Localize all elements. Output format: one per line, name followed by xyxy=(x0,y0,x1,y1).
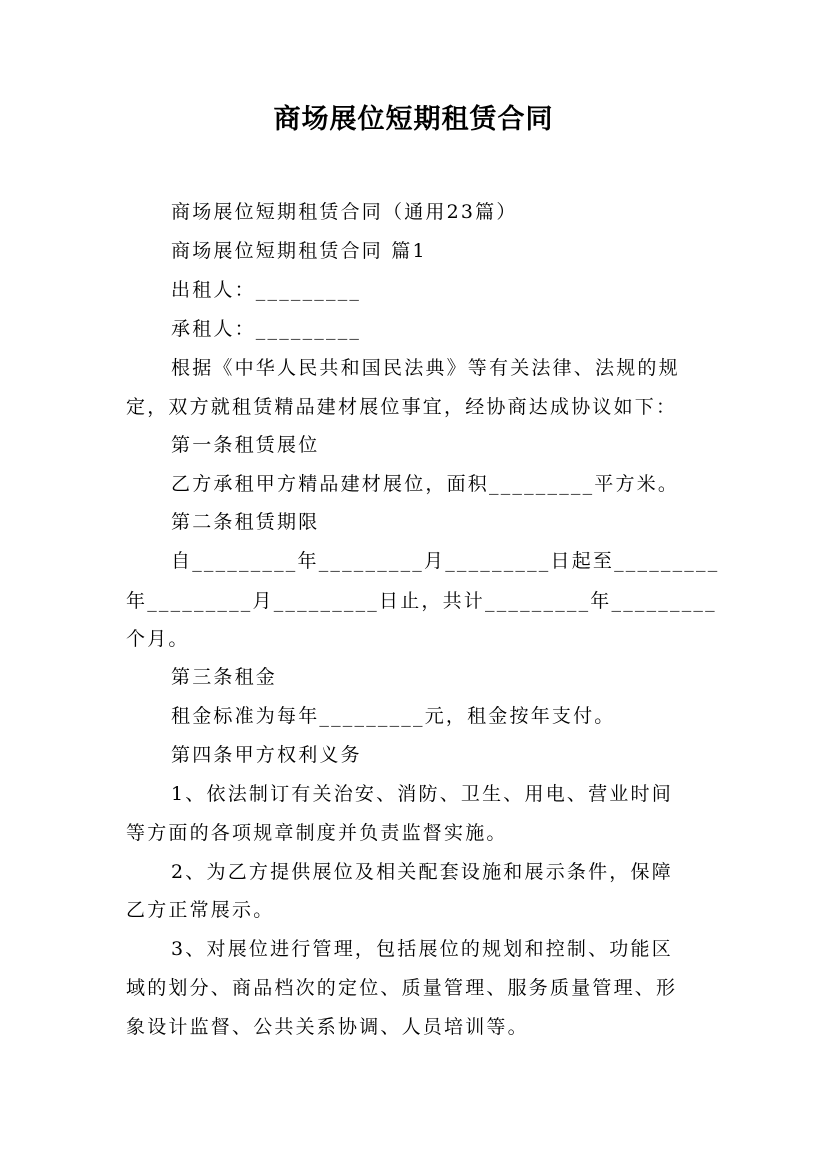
paragraph-line: 乙方承租甲方精品建材展位，面积_________平方米。 xyxy=(171,473,680,495)
subtitle-line: 商场展位短期租赁合同（通用23篇） xyxy=(171,201,518,223)
paragraph-line: 自_________年_________月_________日起至_________ xyxy=(171,550,720,572)
paragraph-line: 域的划分、商品档次的定位、质量管理、服务质量管理、形 xyxy=(126,977,678,999)
article-heading: 第三条租金 xyxy=(171,666,278,688)
paragraph-line: 乙方正常展示。 xyxy=(126,899,275,921)
paragraph-line: 租金标准为每年_________元，租金按年支付。 xyxy=(171,705,616,727)
paragraph-line: 3、对展位进行管理，包括展位的规划和控制、功能区 xyxy=(171,938,673,960)
paragraph-line: 2、为乙方提供展位及相关配套设施和展示条件，保障 xyxy=(171,861,673,883)
lessor-line: 出租人：_________ xyxy=(171,279,362,301)
paragraph-line: 定，双方就租赁精品建材展位事宜，经协商达成协议如下： xyxy=(126,396,678,418)
article-heading: 第二条租赁期限 xyxy=(171,511,320,533)
lessee-line: 承租人：_________ xyxy=(171,318,362,340)
paragraph-line: 根据《中华人民共和国民法典》等有关法律、法规的规 xyxy=(171,357,680,379)
paragraph-line: 等方面的各项规章制度并负责监督实施。 xyxy=(126,822,508,844)
section-heading: 商场展位短期租赁合同 篇1 xyxy=(171,240,427,262)
article-heading: 第四条甲方权利义务 xyxy=(171,744,362,766)
paragraph-line: 个月。 xyxy=(126,628,190,650)
paragraph-line: 年_________月_________日止，共计_________年_________ xyxy=(126,590,717,612)
document-title: 商场展位短期租赁合同 xyxy=(273,104,554,135)
paragraph-line: 1、依法制订有关治安、消防、卫生、用电、营业时间 xyxy=(171,783,673,805)
article-heading: 第一条租赁展位 xyxy=(171,434,320,456)
paragraph-line: 象设计监督、公共关系协调、人员培训等。 xyxy=(126,1016,529,1038)
